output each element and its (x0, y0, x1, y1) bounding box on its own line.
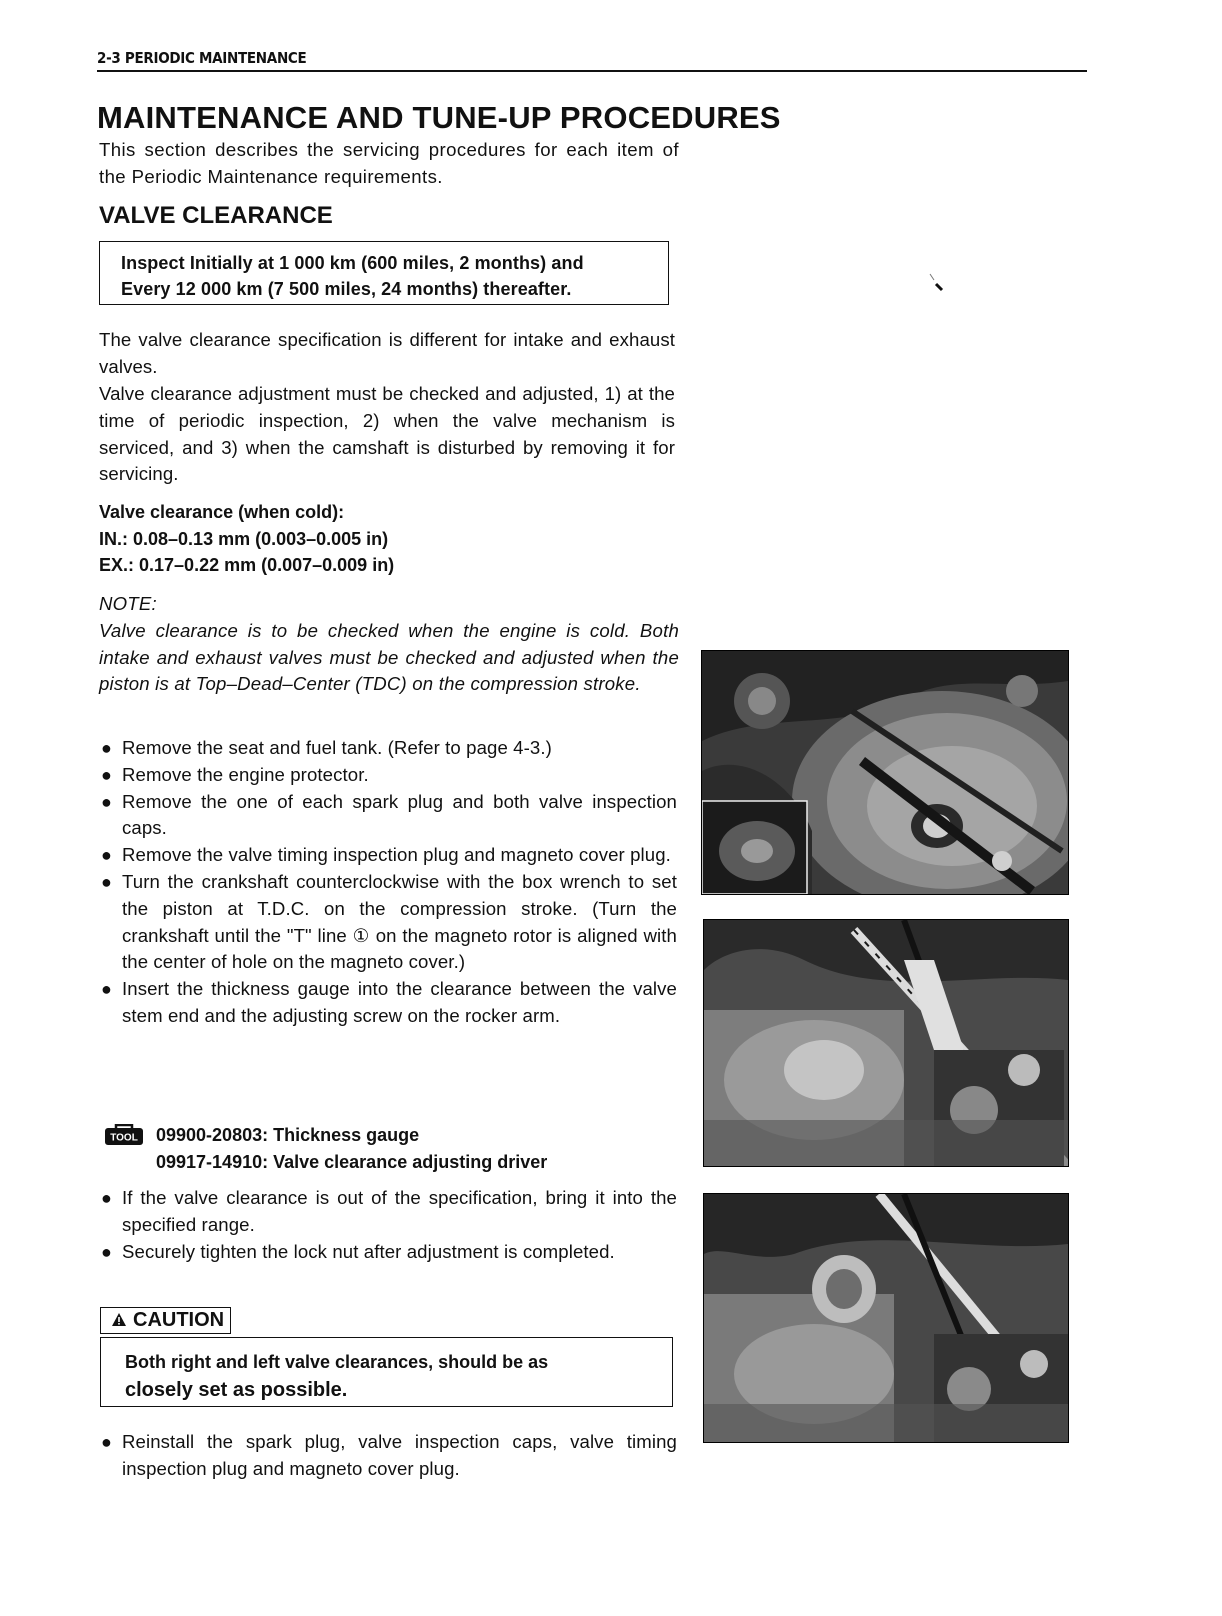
caution-line-2: closely set as possible. (125, 1379, 348, 1401)
page-header (97, 48, 1087, 72)
list-item: ● Remove the valve timing inspection plug and magneto cover plug. (99, 842, 677, 869)
paragraph-valve-spec: The valve clearance specification is different for intake and exhaust valves. (99, 329, 675, 377)
procedure-list-c (99, 1429, 677, 1483)
caution-text: CAUTION (133, 1309, 225, 1331)
list-item: ● Remove the seat and fuel tank. (Refer to page 4-3.) (99, 735, 677, 762)
spec-heading: Valve clearance (when cold): (99, 502, 345, 522)
list-item: ● Remove the one of each spark plug and both valve inspection caps. (101, 790, 677, 839)
bullet-icon: ● (101, 738, 112, 758)
spec-intake: IN.: 0.08–0.13 mm (0.003–0.005 in) (99, 528, 389, 549)
photo-adjusting-driver (703, 1193, 1069, 1443)
caution-label (100, 1307, 231, 1334)
caution-line-1: Both right and left valve clearances, should be as (125, 1352, 549, 1372)
engine-photo-image (704, 1194, 1068, 1442)
note-text: Valve clearance is to be checked when the engine is cold. Both intake and exhaust valves must be checked and adjusted when the piston is at Top–Dead–Center (TDC) on the compression stroke. (99, 619, 679, 695)
list-item: ● Turn the crankshaft counterclockwise with the box wrench to set the piston at T.D.C. on the compression stroke. (Turn the crankshaft until the "T" line ① on the magneto rotor is aligned with the center of hole on the magneto cover.) (101, 870, 677, 973)
section-title: VALVE CLEARANCE (99, 202, 333, 229)
paragraph-adjustment-conditions: Valve clearance adjustment must be checked and adjusted, 1) at the time of periodic inspection, 2) when the valve mechanism is serviced, and 3) when the camshaft is disturbed by removing it for servicing. (99, 383, 675, 485)
caution-box (100, 1337, 673, 1407)
inspection-interval-box (99, 241, 669, 305)
svg-text:TOOL: TOOL (110, 1132, 138, 1144)
engine-photo-image (704, 920, 1068, 1166)
list-item: ● Insert the thickness gauge into the clearance between the valve stem end and the adjusting screw on the rocker arm. (101, 978, 677, 1026)
bullet-icon: ● (101, 1188, 112, 1208)
list-item: ● Securely tighten the lock nut after adjustment is completed. (99, 1239, 677, 1266)
bullet-icon: ● (101, 979, 112, 1000)
tool-valve-driver: 09917-14910: Valve clearance adjusting driver (156, 1152, 548, 1172)
list-item: ● If the valve clearance is out of the specification, bring it into the specified range. (101, 1187, 677, 1235)
spec-exhaust: EX.: 0.17–0.22 mm (0.007–0.009 in) (99, 555, 395, 575)
bullet-icon: ● (101, 845, 112, 866)
intro-paragraph: This section describes the servicing procedures for each item of the Periodic Maintenance requirements. (99, 139, 679, 187)
photo-magneto-cover (701, 650, 1069, 895)
bullet-icon: ● (101, 1241, 112, 1262)
scan-speck-icon (920, 270, 960, 300)
note-block (99, 591, 679, 698)
bullet-icon: ● (101, 871, 112, 892)
warning-triangle-icon (111, 1312, 127, 1327)
inspection-interval-line-2: Every 12 000 km (7 500 miles, 24 months) thereafter. (121, 279, 572, 299)
list-item: ● Remove the engine protector. (99, 762, 677, 789)
photo-thickness-gauge (703, 919, 1069, 1167)
bullet-icon: ● (101, 791, 112, 812)
engine-photo-image (702, 651, 1068, 894)
procedure-list-b (99, 1185, 677, 1265)
inspection-interval-line-1: Inspect Initially at 1 000 km (600 miles, 2 months) and (121, 253, 584, 273)
bullet-icon: ● (101, 764, 112, 785)
note-label: NOTE: (99, 593, 157, 614)
tool-icon (102, 1124, 146, 1146)
list-item: ● Reinstall the spark plug, valve inspection caps, valve timing inspection plug and magneto cover plug. (101, 1431, 677, 1479)
bullet-icon: ● (101, 1432, 112, 1452)
valve-clearance-spec (99, 499, 394, 579)
tool-thickness-gauge: 09900-20803: Thickness gauge (156, 1125, 420, 1145)
page-title: MAINTENANCE AND TUNE-UP PROCEDURES (97, 100, 781, 135)
procedure-list-a (99, 735, 677, 1030)
header-section-label: 2-3 PERIODIC MAINTENANCE (97, 49, 307, 67)
